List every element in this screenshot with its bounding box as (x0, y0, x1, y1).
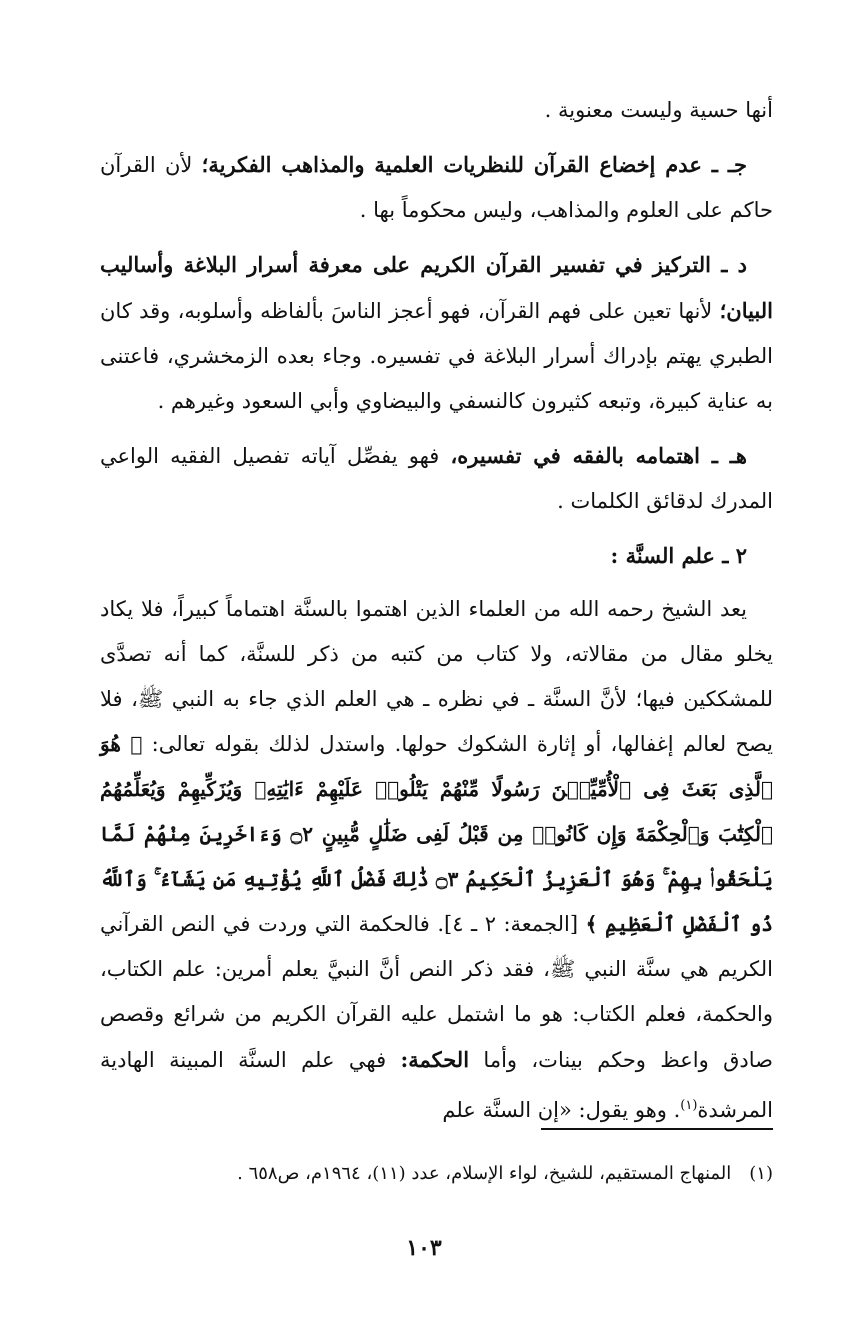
paragraph-text: فهو يفصِّل آياته تفصيل الفقيه الواعي المدرك لدقائق الكلمات . (100, 444, 773, 513)
footnote-text: المنهاج المستقيم، للشيخ، لواء الإسلام، عدد (١١)، ١٩٦٤م، ص٦٥٨ . (237, 1163, 732, 1184)
point-heading: د ـ التركيز في تفسير القرآن الكريم على معرفة أسرار البلاغة وأساليب البيان؛ (100, 252, 773, 323)
paragraph-text: . وهو يقول: «إن السنَّة علم (442, 1098, 681, 1122)
paragraph-point-ha (100, 433, 773, 524)
paragraph-text: يعد الشيخ رحمه الله من العلماء الذين اهتموا بالسنَّة اهتماماً كبيراً، فلا يكاد يخلو مقال من مقالاته، ولا كتاب من كتبه من ذكر للسنَّة، كما أنه تصدَّى للمشككين فيها؛ لأنَّ السنَّة ـ في نظره ـ هي العلم الذي جاء به النبي ﷺ، فلا يصح لعالم إغفالها، أو إثارة الشكوك حولها. واستدل لذلك بقوله تعالى: (100, 597, 774, 756)
paragraph-text: لأن القرآن حاكم على العلوم والمذاهب، وليس محكوماً بها . (100, 153, 773, 222)
footnote-number: (١) (749, 1163, 773, 1184)
paragraph-continuation (100, 88, 773, 133)
footnote-reference[interactable]: (١) (680, 1098, 698, 1113)
paragraph-text: فهي علم السنَّة المبينة الهادية المرشدة (100, 1048, 773, 1122)
footnote (100, 1160, 773, 1188)
paragraph-text: فالحكمة التي وردت في النص القرآني الكريم هي سنَّة النبي ﷺ، فقد ذكر النص أنَّ النبيَّ يعلم أمرين: علم الكتاب، والحكمة، فعلم الكتاب: هو ما اشتمل عليه القرآن الكريم من شرائع وقصص صادق واعظ وحكم بينات، وأما (100, 912, 773, 1072)
paragraph-sunnah (100, 587, 773, 1133)
footnote-divider (541, 1128, 773, 1130)
section-heading: ٢ ـ علم السنَّة : (610, 543, 747, 568)
point-heading: هـ ـ اهتمامه بالفقه في تفسيره، (450, 443, 747, 468)
quran-verse: ﴿ هُوَ ٱلَّذِى بَعَثَ فِى ٱلْأُمِّيِّـۧنَ رَسُولًا مِّنْهُمْ يَتْلُوا۟ عَلَيْهِمْ ءَايَٰتِهِۦ وَيُزَكِّيهِمْ وَيُعَلِّمُهُمُ ٱلْكِتَٰبَ وَٱلْحِكْمَةَ وَإِن كَانُوا۟ مِن قَبْلُ لَفِى ضَلَٰلٍ مُّبِينٍ ۝٢ وَءَاخَرِينَ مِنْهُمْ لَمَّا يَلْحَقُوا۟ بِهِمْ ۚ وَهُوَ ٱلْعَزِيزُ ٱلْحَكِيمُ ۝٣ ذَٰلِكَ فَضْلُ ٱللَّهِ يُؤْتِيهِ مَن يَشَآءُ ۚ وَٱللَّهُ ذُو ٱلْفَضْلِ ٱلْعَظِيمِ ﴾ (100, 732, 773, 936)
page-body (100, 88, 773, 1326)
point-heading: جـ ـ عدم إخضاع القرآن للنظريات العلمية والمذاهب الفكرية؛ (201, 152, 747, 177)
paragraph-point-jim (100, 142, 773, 233)
term-heading: الحكمة: (400, 1047, 470, 1072)
paragraph-text: أنها حسية وليست معنوية . (544, 98, 773, 122)
page-number: ١٠٣ (406, 1235, 442, 1261)
verse-reference: [الجمعة: ٢ ـ ٤]. (437, 912, 586, 936)
paragraph-text: لأنها تعين على فهم القرآن، فهو أعجز الناسَ بألفاظه وأسلوبه، وقد كان الطبري يهتم بإدراك أسرار البلاغة في تفسيره. وجاء بعده الزمخشري، فاعتنى به عناية كبيرة، وتبعه كثيرون كالنسفي والبيضاوي وأبي السعود وغيرهم . (100, 299, 773, 413)
paragraph-point-dal (100, 242, 773, 424)
